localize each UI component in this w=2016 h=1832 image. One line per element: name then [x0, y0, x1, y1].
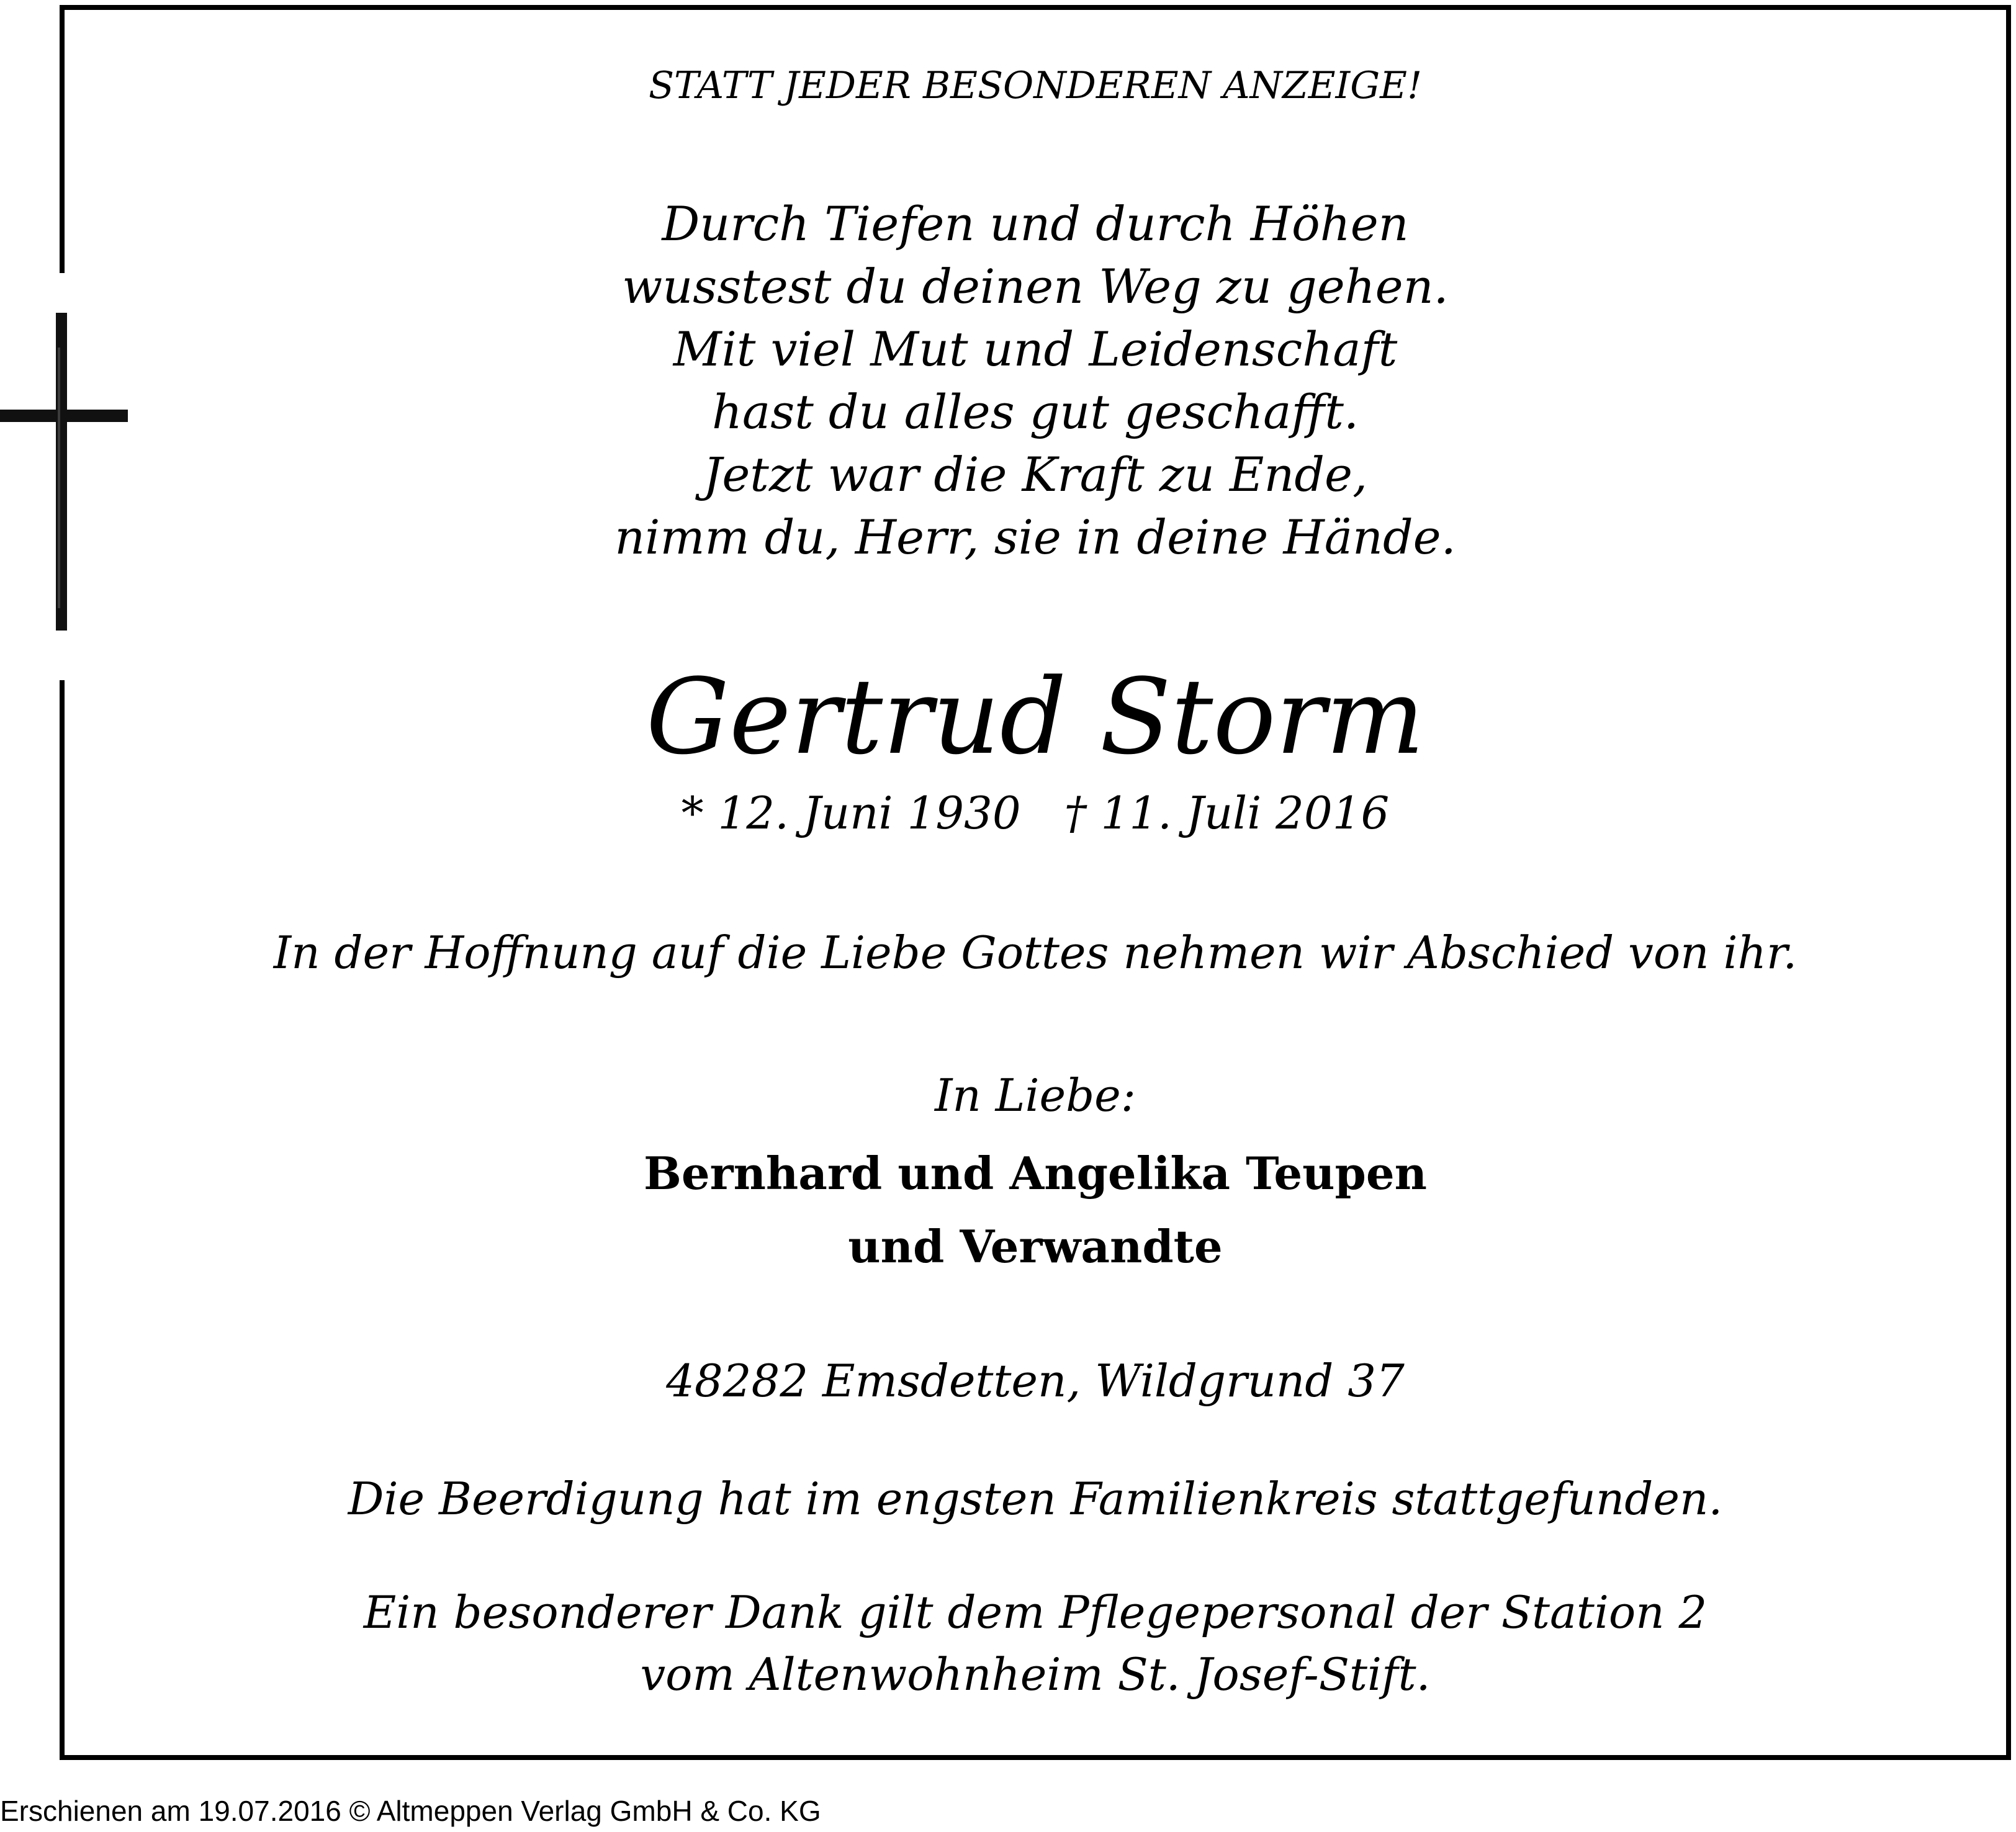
header-notice: STATT JEDER BESONDEREN ANZEIGE!	[648, 64, 1423, 107]
birth-date: * 12. Juni 1930	[681, 787, 1021, 839]
thanks-line: vom Altenwohnheim St. Josef-Stift.	[640, 1648, 1431, 1700]
frame-border-left-upper	[60, 5, 65, 273]
farewell-line: In der Hoffnung auf die Liebe Gottes nehmen wir Abschied von ihr.	[273, 927, 1798, 979]
poem-line: Jetzt war die Kraft zu Ende,	[703, 447, 1368, 502]
poem-line: Durch Tiefen und durch Höhen	[662, 196, 1409, 251]
poem-line: nimm du, Herr, sie in deine Hände.	[614, 510, 1456, 565]
poem-line: wusstest du deinen Weg zu gehen.	[622, 259, 1449, 314]
burial-note: Die Beerdigung hat im engsten Familienkreis stattgefunden.	[348, 1473, 1723, 1525]
poem	[65, 192, 2006, 568]
life-dates	[65, 782, 2006, 844]
frame-border-bottom	[60, 1755, 2011, 1760]
address: 48282 Emsdetten, Wildgrund 37	[666, 1355, 1405, 1407]
publication-footer: Erschienen am 19.07.2016 © Altmeppen Verlag GmbH & Co. KG	[0, 1795, 821, 1827]
frame-border-left-lower	[60, 680, 65, 1760]
deceased-name: Gertrud Storm	[646, 656, 1425, 778]
frame-border-right	[2006, 5, 2011, 1760]
signers	[65, 1137, 2006, 1283]
frame-border-top	[60, 5, 2011, 10]
in-love-label: In Liebe:	[934, 1069, 1136, 1121]
signer-line: und Verwandte	[848, 1220, 1223, 1273]
poem-line: hast du alles gut geschafft.	[711, 384, 1359, 439]
death-date: † 11. Juli 2016	[1064, 787, 1390, 839]
poem-line: Mit viel Mut und Leidenschaft	[673, 321, 1398, 377]
signer-line: Bernhard und Angelika Teupen	[643, 1147, 1428, 1200]
thanks-line: Ein besonderer Dank gilt dem Pflegepersonal der Station 2	[363, 1586, 1708, 1638]
thanks-note	[65, 1581, 2006, 1705]
